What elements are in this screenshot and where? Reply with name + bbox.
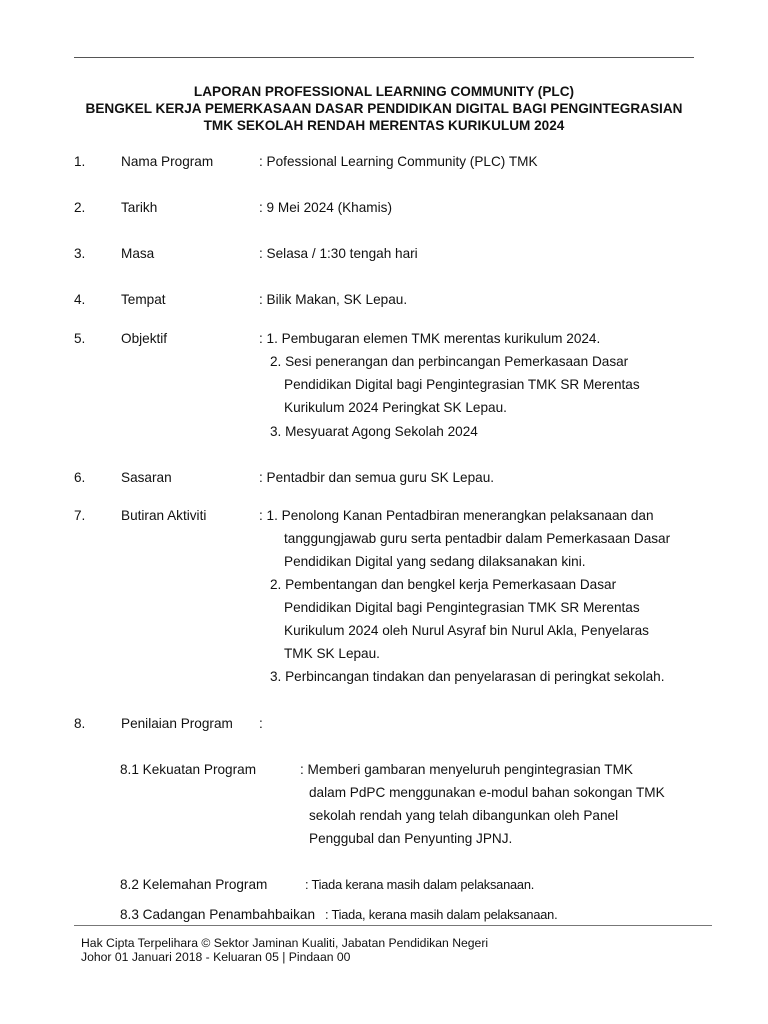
aktiviti-line: Pendidikan Digital bagi Pengintegrasian TMK SR Merentas bbox=[284, 600, 640, 615]
item-value-tempat: : Bilik Makan, SK Lepau. bbox=[259, 292, 408, 307]
kekuatan-line: dalam PdPC menggunakan e-modul bahan sokongan TMK bbox=[309, 785, 665, 800]
item-number: 7. bbox=[74, 508, 86, 523]
aktiviti-line: Kurikulum 2024 oleh Nurul Asyraf bin Nurul Akla, Penyelaras bbox=[284, 623, 649, 638]
footer-issue-info: Johor 01 Januari 2018 - Keluaran 05 | Pindaan 00 bbox=[81, 950, 351, 964]
item-label-butiran-aktiviti: Butiran Aktiviti bbox=[121, 508, 207, 523]
kekuatan-line: : Memberi gambaran menyeluruh pengintegrasian TMK bbox=[300, 762, 633, 777]
objektif-line: 3. Mesyuarat Agong Sekolah 2024 bbox=[270, 424, 478, 439]
item-number: 2. bbox=[74, 200, 86, 215]
top-rule bbox=[74, 57, 694, 58]
kelemahan-label: 8.2 Kelemahan Program bbox=[120, 877, 268, 892]
item-label-sasaran: Sasaran bbox=[121, 470, 172, 485]
item-value-nama-program: : Pofessional Learning Community (PLC) TMK bbox=[259, 154, 538, 169]
item-label-tarikh: Tarikh bbox=[121, 200, 158, 215]
aktiviti-line: tanggungjawab guru serta pentadbir dalam Pemerkasaan Dasar bbox=[284, 531, 671, 546]
item-label-masa: Masa bbox=[121, 246, 155, 261]
item-value-penilaian-program: : bbox=[259, 716, 263, 731]
item-label-nama-program: Nama Program bbox=[121, 154, 214, 169]
cadangan-value: : Tiada, kerana masih dalam pelaksanaan. bbox=[325, 907, 558, 922]
aktiviti-line: TMK SK Lepau. bbox=[284, 646, 380, 661]
aktiviti-line: 2. Pembentangan dan bengkel kerja Pemerkasaan Dasar bbox=[270, 577, 617, 592]
footer-rule bbox=[74, 925, 712, 926]
workshop-subtitle: TMK SEKOLAH RENDAH MERENTAS KURIKULUM 2024 bbox=[203, 118, 565, 133]
aktiviti-line: Pendidikan Digital yang sedang dilaksanakan kini. bbox=[284, 554, 586, 569]
cadangan-label: 8.3 Cadangan Penambahbaikan bbox=[120, 907, 315, 922]
item-number: 6. bbox=[74, 470, 86, 485]
item-number: 5. bbox=[74, 331, 86, 346]
kekuatan-label: 8.1 Kekuatan Program bbox=[120, 762, 257, 777]
footer-copyright: Hak Cipta Terpelihara © Sektor Jaminan Kualiti, Jabatan Pendidikan Negeri bbox=[81, 936, 489, 950]
item-value-masa: : Selasa / 1:30 tengah hari bbox=[259, 246, 418, 261]
objektif-line: Pendidikan Digital bagi Pengintegrasian TMK SR Merentas bbox=[284, 377, 640, 392]
workshop-title: BENGKEL KERJA PEMERKASAAN DASAR PENDIDIKAN DIGITAL BAGI PENGINTEGRASIAN bbox=[85, 101, 683, 116]
item-number: 1. bbox=[74, 154, 86, 169]
item-value-tarikh: : 9 Mei 2024 (Khamis) bbox=[259, 200, 392, 215]
objektif-line: Kurikulum 2024 Peringkat SK Lepau. bbox=[284, 400, 507, 415]
item-label-objektif: Objektif bbox=[121, 331, 168, 346]
item-number: 3. bbox=[74, 246, 86, 261]
item-number: 8. bbox=[74, 716, 86, 731]
aktiviti-line: : 1. Penolong Kanan Pentadbiran menerangkan pelaksanaan dan bbox=[259, 508, 654, 523]
item-label-penilaian-program: Penilaian Program bbox=[121, 716, 233, 731]
kekuatan-line: sekolah rendah yang telah dibangunkan oleh Panel bbox=[309, 808, 619, 823]
objektif-line: : 1. Pembugaran elemen TMK merentas kurikulum 2024. bbox=[259, 331, 601, 346]
report-title: LAPORAN PROFESSIONAL LEARNING COMMUNITY (PLC) bbox=[193, 84, 575, 99]
kekuatan-line: Penggubal dan Penyunting JPNJ. bbox=[309, 831, 513, 846]
kelemahan-value: : Tiada kerana masih dalam pelaksanaan. bbox=[305, 877, 535, 892]
item-number: 4. bbox=[74, 292, 86, 307]
item-value-sasaran: : Pentadbir dan semua guru SK Lepau. bbox=[259, 470, 495, 485]
objektif-line: 2. Sesi penerangan dan perbincangan Pemerkasaan Dasar bbox=[270, 354, 629, 369]
item-label-tempat: Tempat bbox=[121, 292, 166, 307]
aktiviti-line: 3. Perbincangan tindakan dan penyelarasan di peringkat sekolah. bbox=[270, 669, 665, 684]
